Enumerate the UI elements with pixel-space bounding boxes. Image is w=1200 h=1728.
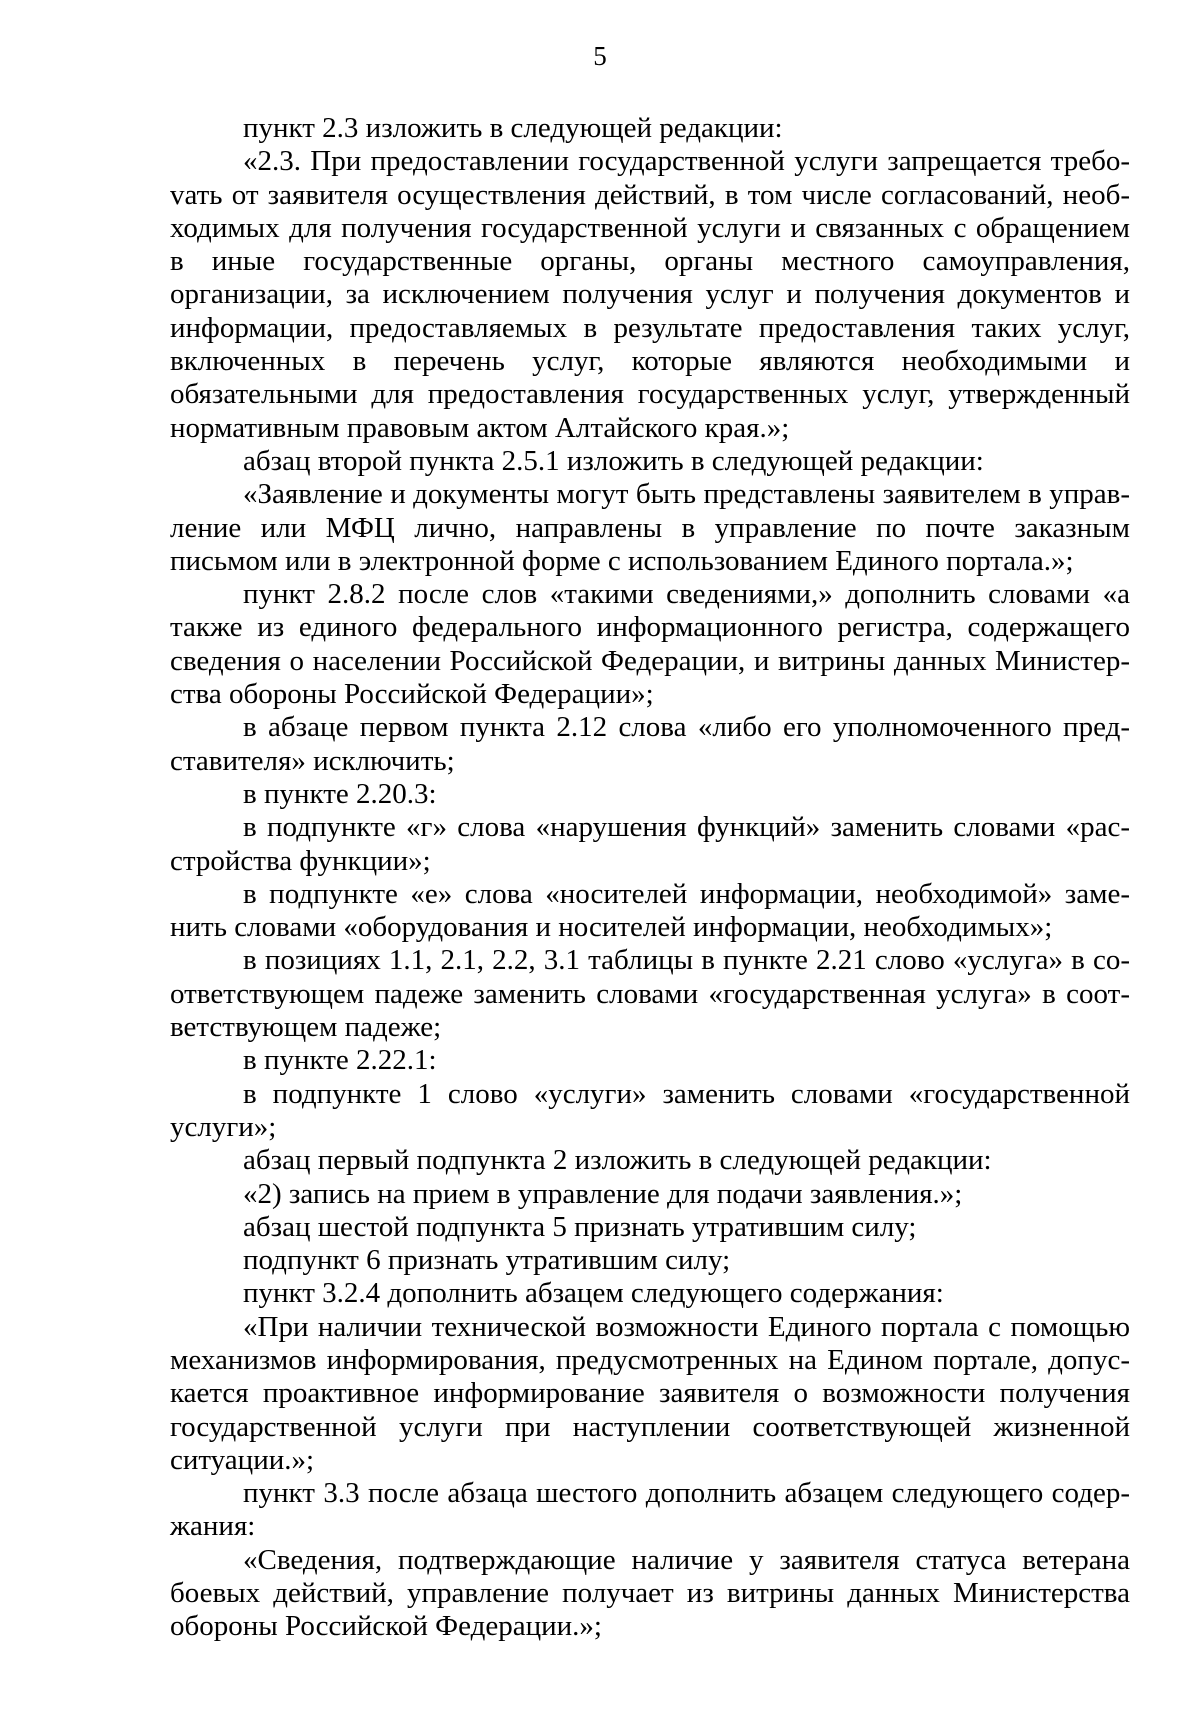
paragraph: абзац шестой подпункта 5 признать утратившим силу; [243, 1210, 917, 1243]
paragraph: «Заявление и документы могут быть представлены заявителем в управление или МФЦ лично, направлены в управление по почте заказным письмом или в электронной форме с использованием Единого портала.»; [170, 478, 1130, 577]
paragraph: «2.3. При предоставлении государственной услуги запрещается требоvать от заявителя осуществления действий, в том числе согласований, необходимых для получения государственной услуги и связанных с обращением в иные государственные органы, органы местного самоуправления, организации, за исключением получения услуг и получения документов и информации, предоставляемых в результате предоставления таких услуг, включенных в перечень услуг, которые являются необходимыми и обязательными для предоставления государственных услуг, утвержденный нормативным правовым актом Алтайского края.»; [170, 145, 1130, 444]
paragraph: в подпункте «г» слова «нарушения функций» заменить словами «расстройства функции»; [170, 811, 1130, 877]
page-number: 5 [593, 41, 607, 71]
paragraph: пункт 3.3 после абзаца шестого дополнить абзацем следующего содержания: [170, 1477, 1130, 1543]
paragraph: в пункте 2.22.1: [243, 1044, 437, 1077]
document-body [170, 112, 1130, 1644]
paragraph: «Сведения, подтверждающие наличие у заявителя статуса ветерана боевых действий, управление получает из витрины данных Министерства обороны Российской Федерации.»; [170, 1543, 1130, 1643]
paragraph: в подпункте 1 слово «услуги» заменить словами «государственной услуги»; [170, 1077, 1130, 1143]
paragraph: «При наличии технической возможности Единого портала с помощью механизмов информирования, предусмотренных на Едином портале, допускается проактивное информирование заявителя о возможности получения государственной услуги при наступлении соответствующей жизненной ситуации.»; [170, 1310, 1130, 1476]
paragraph: в подпункте «е» слова «носителей информации, необходимой» заменить словами «оборудования и носителей информации, необходимых»; [170, 877, 1130, 944]
paragraph: «2) запись на прием в управление для подачи заявления.»; [243, 1177, 963, 1210]
paragraph: в абзаце первом пункта 2.12 слова «либо его уполномоченного представителя» исключить; [170, 711, 1130, 777]
paragraph: пункт 3.2.4 дополнить абзацем следующего содержания: [243, 1277, 944, 1310]
paragraph: абзац второй пункта 2.5.1 изложить в следующей редакции: [243, 444, 984, 477]
paragraph: пункт 2.3 изложить в следующей редакции: [243, 112, 783, 144]
paragraph: подпункт 6 признать утратившим силу; [243, 1244, 731, 1277]
paragraph: пункт 2.8.2 после слов «такими сведениями,» дополнить словами «а также из единого федерального информационного регистра, содержащего сведения о населении Российской Федерации, и витрины данных Министерства обороны Российской Федерации»; [170, 578, 1130, 711]
paragraph: в пункте 2.20.3: [243, 777, 437, 810]
paragraph: в позициях 1.1, 2.1, 2.2, 3.1 таблицы в пункте 2.21 слово «услуга» в соответствующем падеже заменить словами «государственная услуга» в соответствующем падеже; [170, 944, 1130, 1044]
paragraph: абзац первый подпункта 2 изложить в следующей редакции: [243, 1144, 992, 1177]
